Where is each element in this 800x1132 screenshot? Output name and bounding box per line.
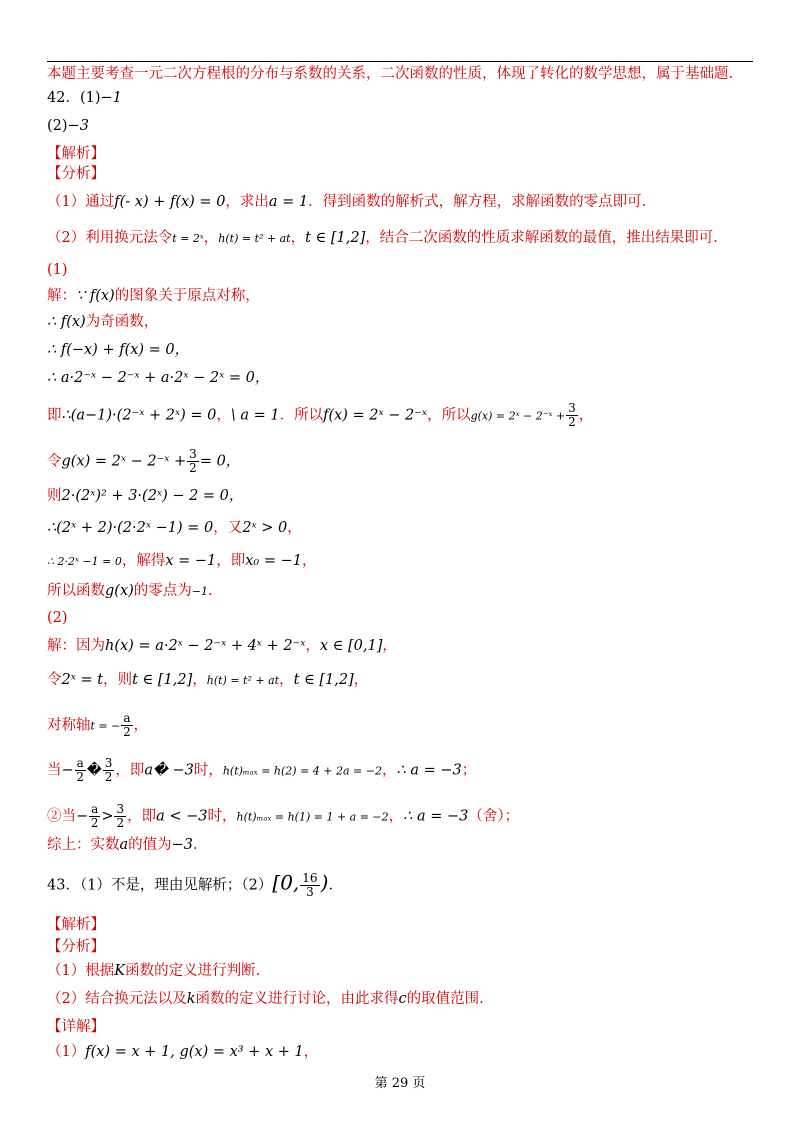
section-heading: 【解析】: [47, 146, 105, 162]
text-line: 即∴(a−1)·(2⁻ˣ + 2ˣ) = 0，\ a = 1．所以f(x) = 2ˣ − 2⁻ˣ，所以g(x) = 2ˣ − 2⁻ˣ + $\frac{3}{2}$ ，: [47, 401, 594, 429]
text-line: （2）利用换元法令t = 2ˣ，h(t) = t² + at，t ∈ [1,2]，结合二次函数的性质求解函数的最值，推出结果即可.: [47, 230, 718, 246]
text-line: 所以函数g(x)的零点为−1.: [47, 583, 213, 599]
text-line: （2）结合换元法以及k函数的定义进行讨论，由此求得c的取值范围.: [47, 991, 484, 1007]
text-line: 解：因为h(x) = a·2ˣ − 2⁻ˣ + 4ˣ + 2⁻ˣ，x ∈ [0,1]，: [47, 638, 397, 654]
text-line: （1）通过f(- x) + f(x) = 0，求出a = 1．得到函数的解析式，解方程，求解函数的零点即可.: [47, 194, 647, 210]
section-heading: 【分析】: [47, 166, 105, 182]
text-line: 则2·(2ˣ)² + 3·(2ˣ) − 2 = 0，: [47, 488, 244, 504]
text-line: 本题主要考查一元二次方程根的分布与系数的关系，二次函数的性质，体现了转化的数学思想，属于基础题.: [47, 66, 734, 82]
text-line: ∴ f(x)为奇函数，: [47, 314, 159, 330]
page-number: 第 29 页: [374, 1076, 426, 1091]
text-line: ∴ 2·2ˣ −1 = 0，解得x = −1，即x₀ = −1，: [47, 553, 317, 569]
math-line: ∴ a·2⁻ˣ − 2⁻ˣ + a·2ˣ − 2ˣ = 0，: [47, 370, 270, 386]
math-line: ∴ f(−x) + f(x) = 0，: [47, 342, 190, 358]
text-line: （1）f(x) = x + 1, g(x) = x³ + x + 1，: [47, 1044, 319, 1060]
text-line: 当− $\frac{a}{2}$ � $\frac{3}{2}$ ，即a� −3时，h(t)ₘₐₓ = h(2) = 4 + 2a = −2，∴ a = −3；: [47, 756, 477, 784]
section-heading: 【详解】: [47, 1019, 105, 1035]
text-line: 令2ˣ = t，则t ∈ [1,2]，h(t) = t² + at，t ∈ [1,2]，: [47, 672, 369, 688]
text-line: 解：∵ f(x)的图象关于原点对称，: [47, 288, 260, 304]
answer-43: 43．（1）不是，理由见解析；（2）[0, $\frac{16}{3}$ ).: [47, 870, 333, 899]
answer-42-1: 42．(1)−1: [47, 90, 122, 106]
top-rule: [47, 61, 753, 62]
answer-42-2: (2)−3: [47, 118, 89, 134]
text-line: 综上：实数a的值为−3.: [47, 837, 198, 853]
part-label: (2): [47, 610, 68, 626]
text-line: ∴(2ˣ + 2)·(2·2ˣ −1) = 0，又2ˣ > 0，: [47, 520, 302, 536]
section-heading: 【解析】: [47, 917, 105, 933]
text-line: 对称轴t = − $\frac{a}{2}$ ，: [47, 711, 149, 739]
text-line: 令g(x) = 2ˣ − 2⁻ˣ + $\frac{3}{2}$ = 0，: [47, 447, 241, 475]
section-heading: 【分析】: [47, 939, 105, 955]
text-line: （1）根据K函数的定义进行判断.: [47, 963, 261, 979]
part-label: (1): [47, 262, 68, 278]
text-line: ②当− $\frac{a}{2}$ > $\frac{3}{2}$ ，即a < −3时，h(t)ₘₐₓ = h(1) = 1 + a = −2，∴ a = −3（舍）；: [47, 802, 520, 830]
